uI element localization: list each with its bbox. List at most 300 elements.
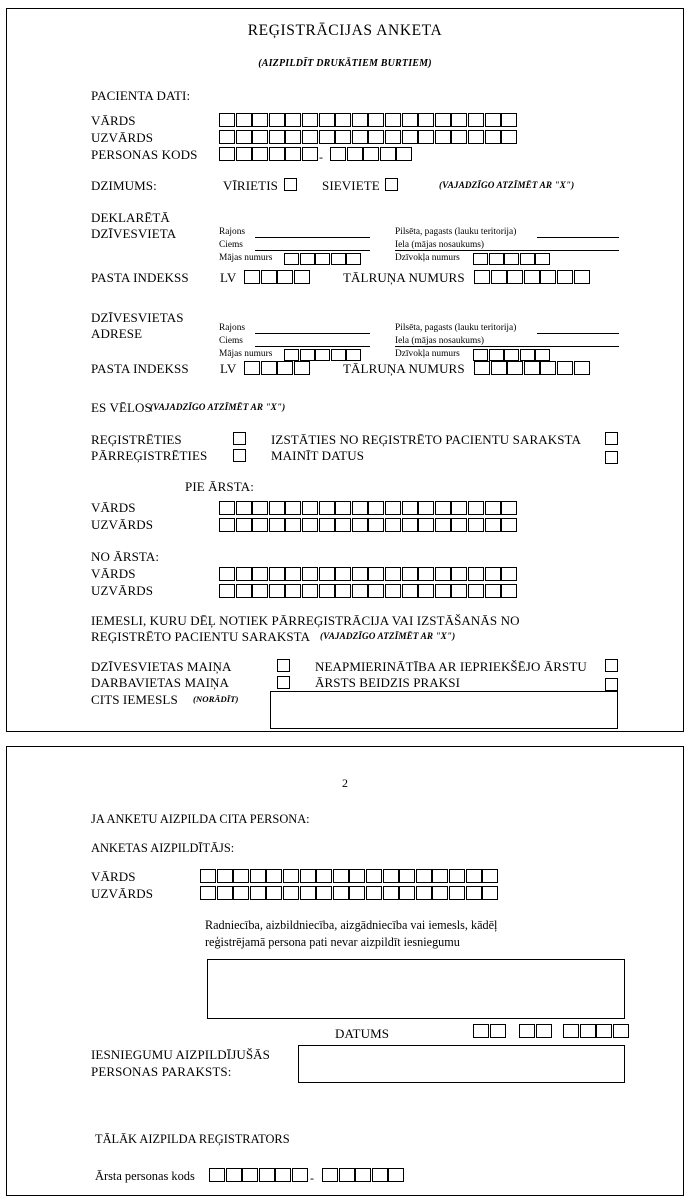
char-cell[interactable] (368, 567, 384, 581)
char-cell[interactable] (242, 1168, 258, 1182)
patient-personal-code-left-input[interactable] (219, 147, 319, 161)
char-cell[interactable] (285, 584, 301, 598)
char-cell[interactable] (236, 518, 252, 532)
char-cell[interactable] (396, 147, 412, 161)
char-cell[interactable] (416, 886, 432, 900)
gender-female-checkbox[interactable] (385, 178, 398, 191)
char-cell[interactable] (418, 567, 434, 581)
reasons-heading-line2: REĢISTRĒTO PACIENTU SARAKSTA (91, 629, 311, 644)
char-cell[interactable] (451, 567, 467, 581)
char-cell[interactable] (285, 130, 301, 144)
signature-label-line2: PERSONAS PARAKSTS: (91, 1064, 232, 1079)
reason-dissatisfaction-checkbox[interactable] (605, 659, 618, 672)
from-doctor-first-name-input[interactable] (219, 567, 518, 581)
relation-text-line1: Radniecība, aizbildniecība, aizgādniecība vai iemesls, kādēļ (205, 918, 498, 932)
char-cell[interactable] (451, 518, 467, 532)
char-cell[interactable] (335, 113, 351, 127)
declared-house-input[interactable] (284, 253, 362, 265)
char-cell[interactable] (520, 253, 535, 265)
char-cell[interactable] (236, 567, 252, 581)
char-cell[interactable] (200, 869, 216, 883)
char-cell[interactable] (277, 361, 293, 375)
char-cell[interactable] (557, 361, 573, 375)
char-cell[interactable] (269, 518, 285, 532)
char-cell[interactable] (435, 518, 451, 532)
declared-flat-input[interactable] (473, 253, 551, 265)
char-cell[interactable] (269, 130, 285, 144)
doctor-code-label: Ārsta personas kods (95, 1169, 195, 1183)
char-cell[interactable] (402, 567, 418, 581)
reason-doctor-ended-checkbox[interactable] (605, 678, 618, 691)
wish-reregister-checkbox[interactable] (233, 449, 246, 462)
char-cell[interactable] (372, 1168, 388, 1182)
wish-change-checkbox[interactable] (605, 451, 618, 464)
char-cell[interactable] (335, 130, 351, 144)
char-cell[interactable] (302, 584, 318, 598)
char-cell[interactable] (302, 567, 318, 581)
char-cell[interactable] (473, 253, 488, 265)
char-cell[interactable] (266, 886, 282, 900)
char-cell[interactable] (507, 270, 523, 284)
char-cell[interactable] (233, 886, 249, 900)
char-cell[interactable] (368, 501, 384, 515)
char-cell[interactable] (349, 886, 365, 900)
declared-village-input[interactable] (255, 250, 370, 251)
char-cell[interactable] (432, 886, 448, 900)
patient-last-name-label: UZVĀRDS (91, 130, 154, 145)
char-cell[interactable] (335, 501, 351, 515)
declared-street-input[interactable] (395, 250, 619, 251)
char-cell[interactable] (250, 886, 266, 900)
char-cell[interactable] (451, 113, 467, 127)
char-cell[interactable] (466, 869, 482, 883)
char-cell[interactable] (335, 518, 351, 532)
char-cell[interactable] (219, 130, 235, 144)
char-cell[interactable] (352, 518, 368, 532)
from-doctor-first-name-label: VĀRDS (91, 566, 136, 581)
char-cell[interactable] (435, 501, 451, 515)
char-cell[interactable] (236, 584, 252, 598)
char-cell[interactable] (352, 584, 368, 598)
wish-withdraw-checkbox[interactable] (605, 432, 618, 445)
filler-last-name-label: UZVĀRDS (91, 886, 154, 901)
char-cell[interactable] (507, 361, 523, 375)
char-cell[interactable] (346, 349, 361, 361)
char-cell[interactable] (219, 501, 235, 515)
char-cell[interactable] (385, 567, 401, 581)
date-month-input[interactable] (519, 1024, 552, 1038)
char-cell[interactable] (366, 886, 382, 900)
char-cell[interactable] (269, 501, 285, 515)
char-cell[interactable] (319, 130, 335, 144)
char-cell[interactable] (416, 869, 432, 883)
wish-reregister-label: PĀRREĢISTRĒTIES (91, 448, 208, 463)
char-cell[interactable] (501, 567, 517, 581)
char-cell[interactable] (315, 253, 330, 265)
char-cell[interactable] (319, 113, 335, 127)
char-cell[interactable] (540, 361, 556, 375)
char-cell[interactable] (339, 1168, 355, 1182)
char-cell[interactable] (333, 886, 349, 900)
char-cell[interactable] (504, 349, 519, 361)
residence-address-heading-line2: ADRESE (91, 326, 143, 341)
char-cell[interactable] (489, 349, 504, 361)
char-cell[interactable] (252, 147, 268, 161)
char-cell[interactable] (226, 1168, 242, 1182)
char-cell[interactable] (269, 147, 285, 161)
char-cell[interactable] (316, 869, 332, 883)
wish-register-checkbox[interactable] (233, 432, 246, 445)
reason-work-change-label: DARBAVIETAS MAIŅA (91, 675, 230, 690)
char-cell[interactable] (252, 130, 268, 144)
char-cell[interactable] (435, 584, 451, 598)
reason-residence-change-checkbox[interactable] (277, 659, 290, 672)
char-cell[interactable] (315, 349, 330, 361)
char-cell[interactable] (322, 1168, 338, 1182)
char-cell[interactable] (418, 501, 434, 515)
char-cell[interactable] (485, 567, 501, 581)
char-cell[interactable] (352, 501, 368, 515)
char-cell[interactable] (335, 584, 351, 598)
reason-other-hint: (NORĀDĪT) (193, 694, 239, 704)
char-cell[interactable] (402, 518, 418, 532)
char-cell[interactable] (451, 130, 467, 144)
to-doctor-first-name-label: VĀRDS (91, 500, 136, 515)
char-cell[interactable] (574, 270, 590, 284)
residence-village-input[interactable] (255, 346, 370, 347)
to-doctor-last-name-input[interactable] (219, 518, 518, 532)
char-cell[interactable] (319, 584, 335, 598)
patient-data-heading: PACIENTA DATI: (91, 88, 191, 103)
residence-postal-input[interactable] (244, 361, 310, 375)
char-cell[interactable] (285, 501, 301, 515)
char-cell[interactable] (335, 567, 351, 581)
page-number: 2 (342, 776, 348, 790)
reason-other-textbox[interactable] (270, 691, 618, 729)
residence-street-input[interactable] (395, 346, 619, 347)
char-cell[interactable] (468, 567, 484, 581)
char-cell[interactable] (302, 147, 318, 161)
char-cell[interactable] (383, 886, 399, 900)
char-cell[interactable] (331, 349, 346, 361)
residence-postal-label: PASTA INDEKSS (91, 361, 189, 376)
char-cell[interactable] (284, 253, 299, 265)
char-cell[interactable] (557, 270, 573, 284)
char-cell[interactable] (300, 886, 316, 900)
char-cell[interactable] (485, 130, 501, 144)
gender-hint: (VAJADZĪGO ATZĪMĒT AR "X") (439, 180, 575, 190)
char-cell[interactable] (259, 1168, 275, 1182)
char-cell[interactable] (418, 518, 434, 532)
char-cell[interactable] (385, 113, 401, 127)
char-cell[interactable] (385, 584, 401, 598)
reason-work-change-checkbox[interactable] (277, 676, 290, 689)
char-cell[interactable] (219, 567, 235, 581)
char-cell[interactable] (418, 584, 434, 598)
char-cell[interactable] (261, 270, 277, 284)
char-cell[interactable] (252, 501, 268, 515)
char-cell[interactable] (449, 886, 465, 900)
patient-first-name-input[interactable] (219, 113, 518, 127)
char-cell[interactable] (333, 869, 349, 883)
char-cell[interactable] (596, 1024, 612, 1038)
residence-city-input[interactable] (537, 333, 619, 334)
patient-last-name-input[interactable] (219, 130, 518, 144)
reasons-heading-hint: (VAJADZĪGO ATZĪMĒT AR "X") (320, 631, 456, 641)
char-cell[interactable] (346, 253, 361, 265)
char-cell[interactable] (252, 567, 268, 581)
date-day-input[interactable] (473, 1024, 506, 1038)
char-cell[interactable] (501, 130, 517, 144)
char-cell[interactable] (347, 147, 363, 161)
declared-postal-input[interactable] (244, 270, 310, 284)
declared-city-input[interactable] (537, 237, 619, 238)
char-cell[interactable] (474, 361, 490, 375)
char-cell[interactable] (219, 113, 235, 127)
char-cell[interactable] (540, 270, 556, 284)
registrar-heading: TĀLĀK AIZPILDA REĢISTRATORS (95, 1132, 290, 1146)
char-cell[interactable] (292, 1168, 308, 1182)
char-cell[interactable] (236, 501, 252, 515)
char-cell[interactable] (482, 886, 498, 900)
char-cell[interactable] (418, 113, 434, 127)
char-cell[interactable] (236, 130, 252, 144)
char-cell[interactable] (402, 501, 418, 515)
char-cell[interactable] (501, 501, 517, 515)
char-cell[interactable] (285, 147, 301, 161)
residence-street-label: Iela (mājas nosaukums) (395, 336, 485, 346)
wish-register-label: REĢISTRĒTIES (91, 432, 182, 447)
char-cell[interactable] (283, 886, 299, 900)
reason-dissatisfaction-label: NEAPMIERINĀTĪBA AR IEPRIEKŠĒJO ĀRSTU (315, 659, 587, 674)
char-cell[interactable] (504, 253, 519, 265)
char-cell[interactable] (451, 501, 467, 515)
char-cell[interactable] (368, 518, 384, 532)
char-cell[interactable] (535, 349, 550, 361)
char-cell[interactable] (319, 518, 335, 532)
char-cell[interactable] (489, 253, 504, 265)
residence-district-input[interactable] (255, 333, 370, 334)
char-cell[interactable] (536, 1024, 552, 1038)
filler-first-name-input[interactable] (200, 869, 499, 883)
char-cell[interactable] (368, 113, 384, 127)
char-cell[interactable] (244, 361, 260, 375)
wish-hint: (VAJADZĪGO ATZĪMĒT AR "X") (150, 402, 286, 412)
char-cell[interactable] (352, 113, 368, 127)
char-cell[interactable] (252, 113, 268, 127)
char-cell[interactable] (491, 270, 507, 284)
residence-house-input[interactable] (284, 349, 362, 361)
declared-house-label: Mājas numurs (219, 253, 273, 263)
char-cell[interactable] (302, 501, 318, 515)
patient-personal-code-label: PERSONAS KODS (91, 147, 198, 162)
char-cell[interactable] (485, 518, 501, 532)
declared-district-input[interactable] (255, 237, 370, 238)
residence-flat-label: Dzīvokļa numurs (395, 349, 460, 359)
char-cell[interactable] (302, 130, 318, 144)
char-cell[interactable] (613, 1024, 629, 1038)
char-cell[interactable] (261, 361, 277, 375)
declared-village-label: Ciems (219, 240, 243, 250)
char-cell[interactable] (524, 361, 540, 375)
char-cell[interactable] (468, 130, 484, 144)
char-cell[interactable] (402, 584, 418, 598)
char-cell[interactable] (490, 1024, 506, 1038)
char-cell[interactable] (519, 1024, 535, 1038)
from-doctor-last-name-label: UZVĀRDS (91, 583, 154, 598)
char-cell[interactable] (275, 1168, 291, 1182)
declared-postal-prefix: LV (220, 270, 237, 285)
char-cell[interactable] (466, 886, 482, 900)
char-cell[interactable] (418, 130, 434, 144)
char-cell[interactable] (385, 518, 401, 532)
char-cell[interactable] (473, 1024, 489, 1038)
char-cell[interactable] (236, 147, 252, 161)
char-cell[interactable] (388, 1168, 404, 1182)
to-doctor-first-name-input[interactable] (219, 501, 518, 515)
char-cell[interactable] (563, 1024, 579, 1038)
char-cell[interactable] (209, 1168, 225, 1182)
wish-heading: ES VĒLOS (91, 400, 152, 415)
char-cell[interactable] (468, 518, 484, 532)
char-cell[interactable] (491, 361, 507, 375)
char-cell[interactable] (233, 869, 249, 883)
char-cell[interactable] (368, 130, 384, 144)
char-cell[interactable] (352, 567, 368, 581)
patient-personal-code-right-input[interactable] (330, 147, 413, 161)
gender-female-label: SIEVIETE (322, 178, 380, 193)
date-label: DATUMS (335, 1026, 390, 1041)
char-cell[interactable] (331, 253, 346, 265)
signature-label-line1: IESNIEGUMU AIZPILDĪJUŠĀS (91, 1047, 270, 1062)
declared-phone-input[interactable] (474, 270, 590, 284)
relation-textbox[interactable] (207, 959, 625, 1019)
char-cell[interactable] (501, 584, 517, 598)
residence-district-label: Rajons (219, 323, 246, 333)
char-cell[interactable] (432, 869, 448, 883)
char-cell[interactable] (217, 869, 233, 883)
char-cell[interactable] (244, 270, 260, 284)
char-cell[interactable] (485, 584, 501, 598)
gender-male-checkbox[interactable] (284, 178, 297, 191)
char-cell[interactable] (485, 113, 501, 127)
char-cell[interactable] (524, 270, 540, 284)
char-cell[interactable] (269, 567, 285, 581)
to-doctor-last-name-label: UZVĀRDS (91, 517, 154, 532)
char-cell[interactable] (269, 113, 285, 127)
char-cell[interactable] (451, 584, 467, 598)
char-cell[interactable] (535, 253, 550, 265)
char-cell[interactable] (368, 584, 384, 598)
char-cell[interactable] (217, 886, 233, 900)
char-cell[interactable] (468, 113, 484, 127)
char-cell[interactable] (294, 361, 310, 375)
declared-address-heading-line1: DEKLARĒTĀ (91, 210, 170, 225)
char-cell[interactable] (482, 869, 498, 883)
char-cell[interactable] (402, 113, 418, 127)
char-cell[interactable] (200, 886, 216, 900)
char-cell[interactable] (236, 113, 252, 127)
filler-first-name-label: VĀRDS (91, 869, 136, 884)
doctor-code-left-input[interactable] (209, 1168, 309, 1182)
char-cell[interactable] (302, 518, 318, 532)
char-cell[interactable] (319, 567, 335, 581)
char-cell[interactable] (316, 886, 332, 900)
char-cell[interactable] (468, 501, 484, 515)
char-cell[interactable] (330, 147, 346, 161)
char-cell[interactable] (284, 349, 299, 361)
char-cell[interactable] (473, 349, 488, 361)
char-cell[interactable] (319, 501, 335, 515)
char-cell[interactable] (252, 518, 268, 532)
char-cell[interactable] (363, 147, 379, 161)
char-cell[interactable] (380, 147, 396, 161)
wish-change-label: MAINĪT DATUS (271, 448, 365, 463)
char-cell[interactable] (402, 130, 418, 144)
filler-last-name-input[interactable] (200, 886, 499, 900)
char-cell[interactable] (355, 1168, 371, 1182)
char-cell[interactable] (501, 113, 517, 127)
char-cell[interactable] (383, 869, 399, 883)
char-cell[interactable] (300, 349, 315, 361)
char-cell[interactable] (449, 869, 465, 883)
char-cell[interactable] (366, 869, 382, 883)
char-cell[interactable] (283, 869, 299, 883)
char-cell[interactable] (285, 113, 301, 127)
char-cell[interactable] (435, 113, 451, 127)
char-cell[interactable] (580, 1024, 596, 1038)
char-cell[interactable] (300, 869, 316, 883)
char-cell[interactable] (501, 518, 517, 532)
signature-box[interactable] (298, 1045, 625, 1083)
char-cell[interactable] (277, 270, 293, 284)
residence-phone-input[interactable] (474, 361, 590, 375)
char-cell[interactable] (219, 147, 235, 161)
char-cell[interactable] (399, 869, 415, 883)
char-cell[interactable] (250, 869, 266, 883)
char-cell[interactable] (269, 584, 285, 598)
residence-flat-input[interactable] (473, 349, 551, 361)
char-cell[interactable] (285, 567, 301, 581)
char-cell[interactable] (285, 518, 301, 532)
char-cell[interactable] (219, 584, 235, 598)
char-cell[interactable] (385, 501, 401, 515)
char-cell[interactable] (574, 361, 590, 375)
from-doctor-last-name-input[interactable] (219, 584, 518, 598)
char-cell[interactable] (302, 113, 318, 127)
char-cell[interactable] (399, 886, 415, 900)
char-cell[interactable] (352, 130, 368, 144)
residence-house-label: Mājas numurs (219, 349, 273, 359)
char-cell[interactable] (219, 518, 235, 532)
char-cell[interactable] (300, 253, 315, 265)
char-cell[interactable] (435, 130, 451, 144)
char-cell[interactable] (468, 584, 484, 598)
char-cell[interactable] (349, 869, 365, 883)
date-year-input[interactable] (563, 1024, 629, 1038)
form-page-1 (6, 8, 684, 732)
char-cell[interactable] (520, 349, 535, 361)
wish-withdraw-label: IZSTĀTIES NO REĢISTRĒTO PACIENTU SARAKSTA (271, 432, 582, 447)
doctor-code-right-input[interactable] (322, 1168, 405, 1182)
char-cell[interactable] (294, 270, 310, 284)
char-cell[interactable] (474, 270, 490, 284)
char-cell[interactable] (266, 869, 282, 883)
char-cell[interactable] (435, 567, 451, 581)
char-cell[interactable] (485, 501, 501, 515)
char-cell[interactable] (385, 130, 401, 144)
char-cell[interactable] (252, 584, 268, 598)
